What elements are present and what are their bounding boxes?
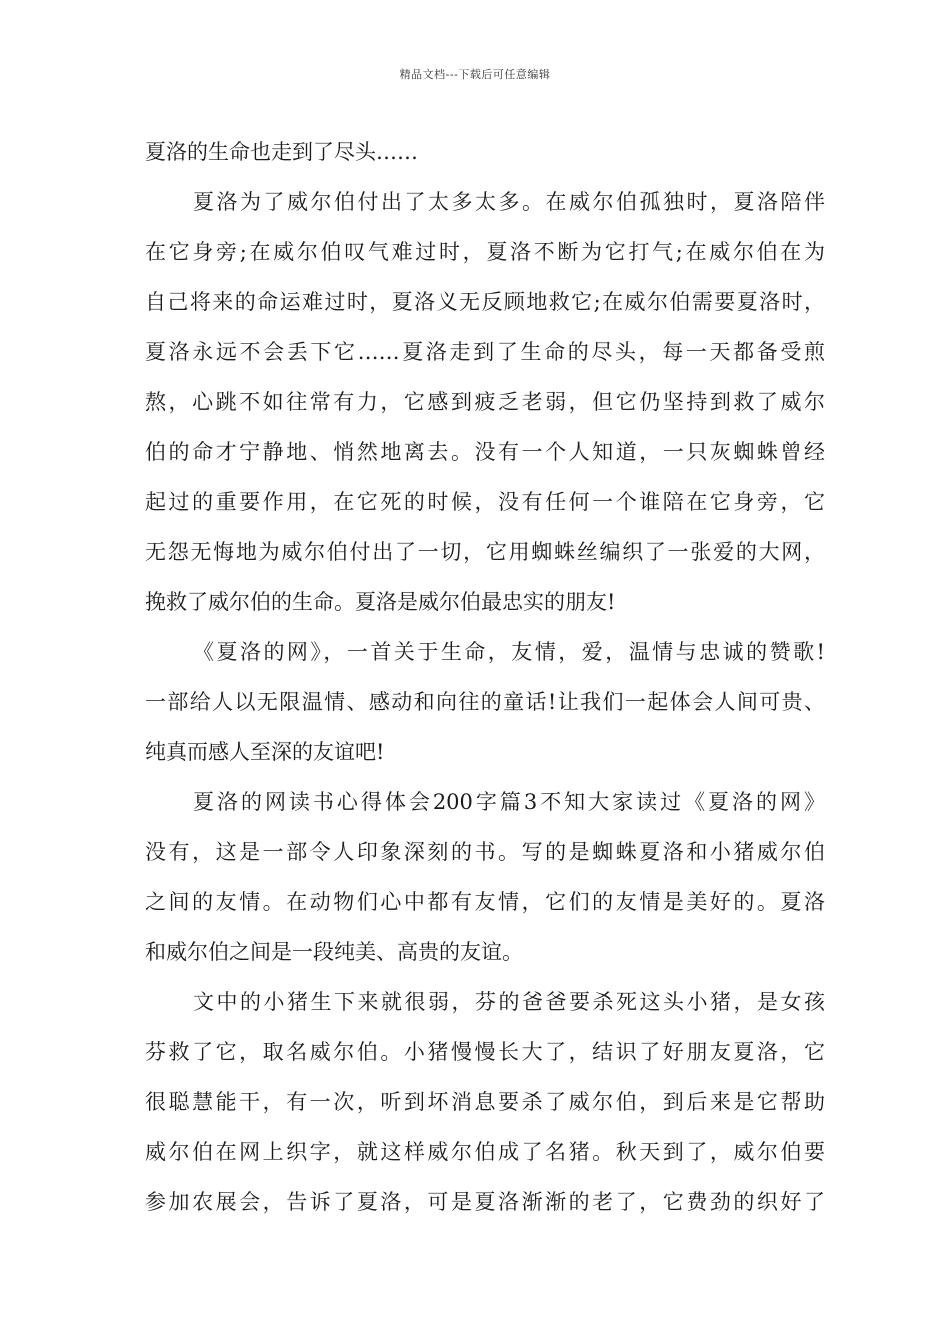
document-body — [145, 127, 825, 1227]
text-line: 威尔伯在网上织字，就这样威尔伯成了名猪。秋天到了，威尔伯要 — [145, 1140, 825, 1164]
text-line: 伯的命才宁静地、悄然地离去。没有一个人知道，一只灰蜘蛛曾经 — [145, 440, 825, 464]
text-line: 文中的小猪生下来就很弱，芬的爸爸要杀死这头小猪，是女孩 — [193, 990, 825, 1014]
text-line: 起过的重要作用，在它死的时候，没有任何一个谁陪在它身旁，它 — [145, 490, 825, 514]
text-line: 在它身旁;在威尔伯叹气难过时，夏洛不断为它打气;在威尔伯在为 — [145, 240, 825, 264]
text-line: 《夏洛的网》，一首关于生命，友情，爱，温情与忠诚的赞歌! — [193, 640, 825, 664]
text-line: 熬，心跳不如往常有力，它感到疲乏老弱，但它仍坚持到救了威尔 — [145, 390, 825, 414]
text-line: 没有，这是一部令人印象深刻的书。写的是蜘蛛夏洛和小猪威尔伯 — [145, 840, 825, 864]
text-line: 芬救了它，取名威尔伯。小猪慢慢长大了，结识了好朋友夏洛，它 — [145, 1040, 825, 1064]
text-line: 夏洛的网读书心得体会200字篇3不知大家读过《夏洛的网》 — [193, 790, 825, 814]
text-line: 夏洛永远不会丢下它……夏洛走到了生命的尽头，每一天都备受煎 — [145, 340, 825, 364]
text-line: 自己将来的命运难过时，夏洛义无反顾地救它;在威尔伯需要夏洛时， — [145, 290, 825, 314]
page-header: 精品文档---下载后可任意编辑 — [399, 68, 551, 81]
text-line: 和威尔伯之间是一段纯美、高贵的友谊。 — [145, 940, 523, 964]
text-line: 挽救了威尔伯的生命。夏洛是威尔伯最忠实的朋友! — [145, 590, 616, 614]
text-line: 很聪慧能干，有一次，听到坏消息要杀了威尔伯，到后来是它帮助 — [145, 1090, 825, 1114]
text-line: 一部给人以无限温情、感动和向往的童话!让我们一起体会人间可贵、 — [145, 690, 825, 714]
text-line: 纯真而感人至深的友谊吧! — [145, 740, 385, 764]
text-line: 夏洛的生命也走到了尽头…… — [145, 140, 418, 164]
text-line: 夏洛为了威尔伯付出了太多太多。在威尔伯孤独时，夏洛陪伴 — [193, 190, 825, 214]
text-line: 参加农展会，告诉了夏洛，可是夏洛渐渐的老了，它费劲的织好了 — [145, 1190, 825, 1214]
text-line: 无怨无悔地为威尔伯付出了一切，它用蜘蛛丝编织了一张爱的大网， — [145, 540, 825, 564]
text-line: 之间的友情。在动物们心中都有友情，它们的友情是美好的。夏洛 — [145, 890, 825, 914]
